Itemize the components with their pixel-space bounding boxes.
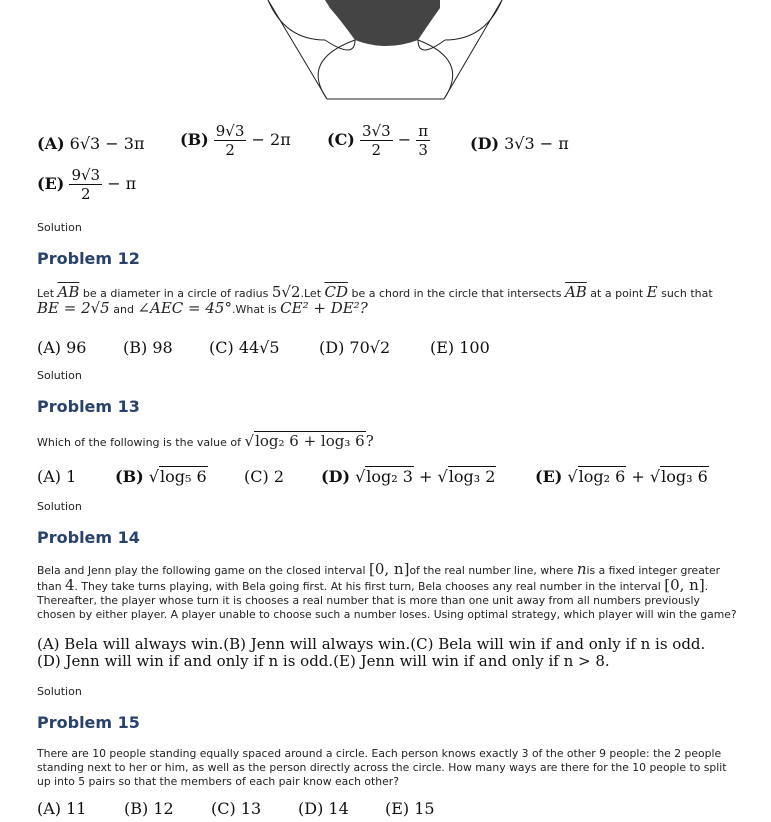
p15-option-d[interactable]: (D) 14 <box>298 799 349 818</box>
p13-statement: Which of the following is the value of √log₂ 6 + log₃ 6? <box>37 432 374 450</box>
p14-solution-link[interactable]: Solution <box>37 685 82 698</box>
p11-options-row1 <box>37 122 737 166</box>
p12-option-e[interactable]: (E) 100 <box>430 338 490 357</box>
p13-option-e[interactable]: (E) √log₂ 6 + √log₃ 6 <box>535 467 708 486</box>
p13-option-a[interactable]: (A) 1 <box>37 467 77 486</box>
p11-option-e[interactable]: (E) $\frac{9√3}{2}$ − π <box>37 166 137 203</box>
p15-options <box>37 799 737 821</box>
shaded-region <box>325 0 440 46</box>
p12-option-b[interactable]: (B) 98 <box>123 338 173 357</box>
p11-option-a[interactable]: (A) 6√3 − 3π <box>37 134 145 153</box>
geometry-figure <box>0 0 771 110</box>
p13-option-c[interactable]: (C) 2 <box>244 467 284 486</box>
p12-option-c[interactable]: (C) 44√5 <box>209 338 280 357</box>
hexagon-edge-left <box>268 0 327 99</box>
p13-title: Problem 13 <box>37 397 140 416</box>
p11-option-c[interactable]: (C) $\frac{3√3}{2}$ − $\frac{\pi}{3}$ <box>327 122 429 159</box>
p12-solution-link[interactable]: Solution <box>37 369 82 382</box>
p11-solution-link[interactable]: Solution <box>37 221 82 234</box>
arc-bottom-left <box>318 40 355 99</box>
p13-options <box>37 467 737 491</box>
arc-right <box>445 0 502 40</box>
p13-option-d[interactable]: (D) √log₂ 3 + √log₃ 2 <box>321 467 496 486</box>
p15-title: Problem 15 <box>37 713 140 732</box>
p11-option-b[interactable]: (B) $\frac{9√3}{2}$ − 2π <box>180 122 291 159</box>
p12-statement: Let $\overline{AB}$ be a diameter in a circle of radius 5√2.Let $\overline{CD}$ be a chord in the circle that intersects $\overline{AB}$ at a point E such that BE = 2√5 and ∠AEC = 45°.What is CE² + DE²? <box>37 283 713 317</box>
p15-option-b[interactable]: (B) 12 <box>124 799 174 818</box>
p12-option-a[interactable]: (A) 96 <box>37 338 87 357</box>
p15-option-e[interactable]: (E) 15 <box>385 799 435 818</box>
p11-option-d[interactable]: (D) 3√3 − π <box>470 134 569 153</box>
arc-left <box>268 0 325 40</box>
p15-option-a[interactable]: (A) 11 <box>37 799 87 818</box>
p12-options <box>37 338 737 360</box>
p12-title: Problem 12 <box>37 249 140 268</box>
arc-bottom-right <box>418 40 453 99</box>
p14-title: Problem 14 <box>37 528 140 547</box>
p13-option-b[interactable]: (B) √log₅ 6 <box>115 467 207 486</box>
p14-options-line2[interactable]: (D) Jenn will win if and only if n is odd.(E) Jenn will win if and only if n > 8. <box>37 652 610 670</box>
p12-option-d[interactable]: (D) 70√2 <box>319 338 391 357</box>
p15-statement: There are 10 people standing equally spaced around a circle. Each person knows exactly 3 of the other 9 people: the 2 people standing next to her or him, as well as the person directly across the circle. How many ways are there for the 10 people to split up into 5 pairs so that the members of each pair know each other? <box>37 747 727 788</box>
p13-solution-link[interactable]: Solution <box>37 500 82 513</box>
hexagon-edge-right <box>444 0 502 99</box>
p14-options <box>37 636 705 670</box>
p14-statement: Bela and Jenn play the following game on the closed interval [0, n]of the real number line, where nis a fixed integer greater than 4. They take turns playing, with Bela going first. At his first turn, Bela chooses any real number in the interval [0, n]. Thereafter, the player whose turn it is chooses a real number that is more than one unit away from all numbers previously chosen by either player. A player unable to choose such a number loses. Using optimal strategy, which player will win the game? <box>37 560 737 621</box>
p14-options-line1[interactable]: (A) Bela will always win.(B) Jenn will always win.(C) Bela will win if and only if n is odd. <box>37 635 706 653</box>
p15-option-c[interactable]: (C) 13 <box>211 799 262 818</box>
